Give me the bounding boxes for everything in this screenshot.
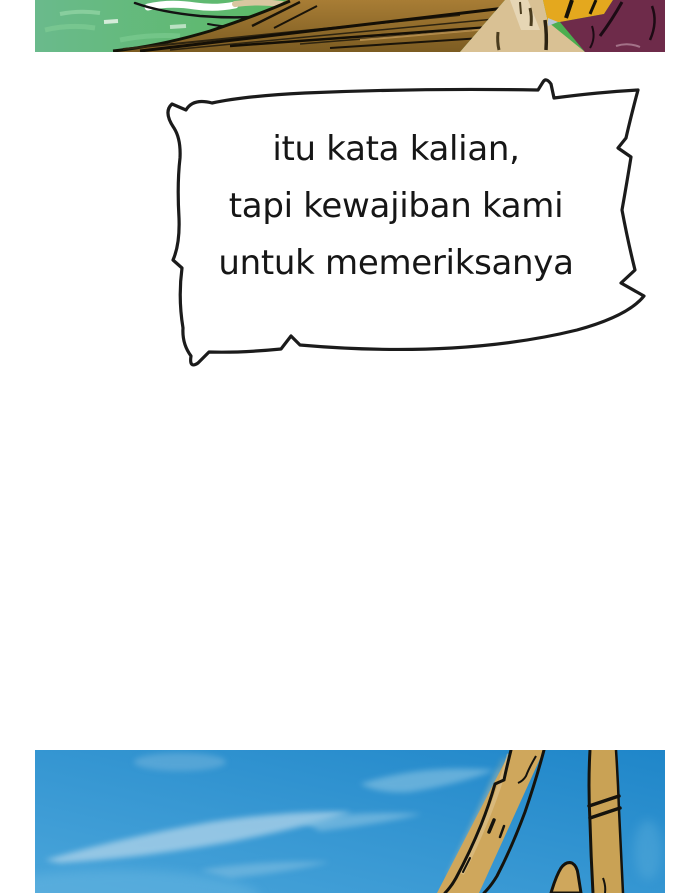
speech-line-3: untuk memeriksanya (218, 243, 574, 283)
bottom-comic-panel (0, 750, 700, 893)
speech-line-1: itu kata kalian, (272, 129, 520, 169)
speech-bubble-text (165, 121, 627, 292)
speech-line-2: tapi kewajiban kami (228, 186, 564, 226)
vertical-bamboo-pole (589, 750, 623, 893)
